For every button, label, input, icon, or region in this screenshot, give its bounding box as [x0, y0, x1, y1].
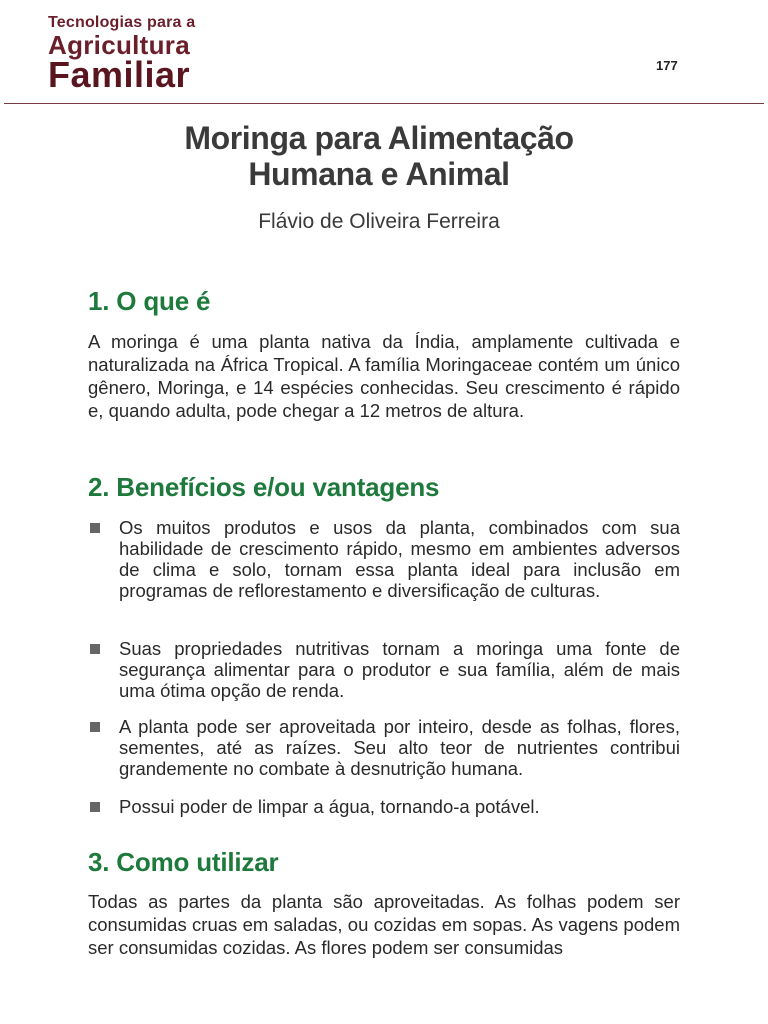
- section-heading-como-utilizar: 3. Como utilizar: [88, 847, 279, 877]
- list-item-text: Os muitos produtos e usos da planta, combinados com sua habilidade de crescimento rápido, mesmo em ambientes adversos de clima e solo, tornam essa planta ideal para inclusão em programas de reflorestamento e diversificação de culturas.: [119, 517, 680, 601]
- square-bullet-icon: [90, 523, 100, 533]
- logo-line-2: Agricultura: [48, 30, 190, 60]
- logo-line-3: Familiar: [48, 54, 191, 95]
- header-divider: [4, 103, 764, 104]
- list-item: [88, 716, 680, 779]
- square-bullet-icon: [90, 644, 100, 654]
- document-title: [0, 120, 758, 192]
- section-paragraph-o-que-e: A moringa é uma planta nativa da Índia, amplamente cultivada e naturalizada na África Tropical. A família Moringaceae contém um único gênero, Moringa, e 14 espécies conhecidas. Seu crescimento é rápido e, quando adulta, pode chegar a 12 metros de altura.: [88, 331, 680, 421]
- title-line-2: Humana e Animal: [248, 156, 510, 192]
- list-item: [88, 638, 680, 701]
- section-paragraph-como-utilizar: Todas as partes da planta são aproveitadas. As folhas podem ser consumidas cruas em saladas, ou cozidas em sopas. As vagens podem ser consumidas cozidas. As flores podem ser consumidas: [88, 891, 680, 958]
- page-number: 177: [656, 58, 678, 73]
- list-item: [88, 796, 680, 817]
- list-item-text: A planta pode ser aproveitada por inteiro, desde as folhas, flores, sementes, até as raízes. Seu alto teor de nutrientes contribui grandemente no combate à desnutrição humana.: [119, 716, 680, 779]
- square-bullet-icon: [90, 802, 100, 812]
- list-item-text: Possui poder de limpar a água, tornando-a potável.: [119, 796, 540, 817]
- publication-logo: [48, 14, 218, 95]
- section-heading-o-que-e: 1. O que é: [88, 286, 211, 316]
- square-bullet-icon: [90, 722, 100, 732]
- title-line-1: Moringa para Alimentação: [184, 120, 574, 156]
- list-item: [88, 517, 680, 601]
- author-name: Flávio de Oliveira Ferreira: [258, 210, 500, 233]
- logo-line-1: Tecnologias para a: [48, 14, 196, 31]
- list-item-text: Suas propriedades nutritivas tornam a moringa uma fonte de segurança alimentar para o produtor e sua família, além de mais uma ótima opção de renda.: [119, 638, 680, 701]
- section-heading-beneficios: 2. Benefícios e/ou vantagens: [88, 472, 440, 502]
